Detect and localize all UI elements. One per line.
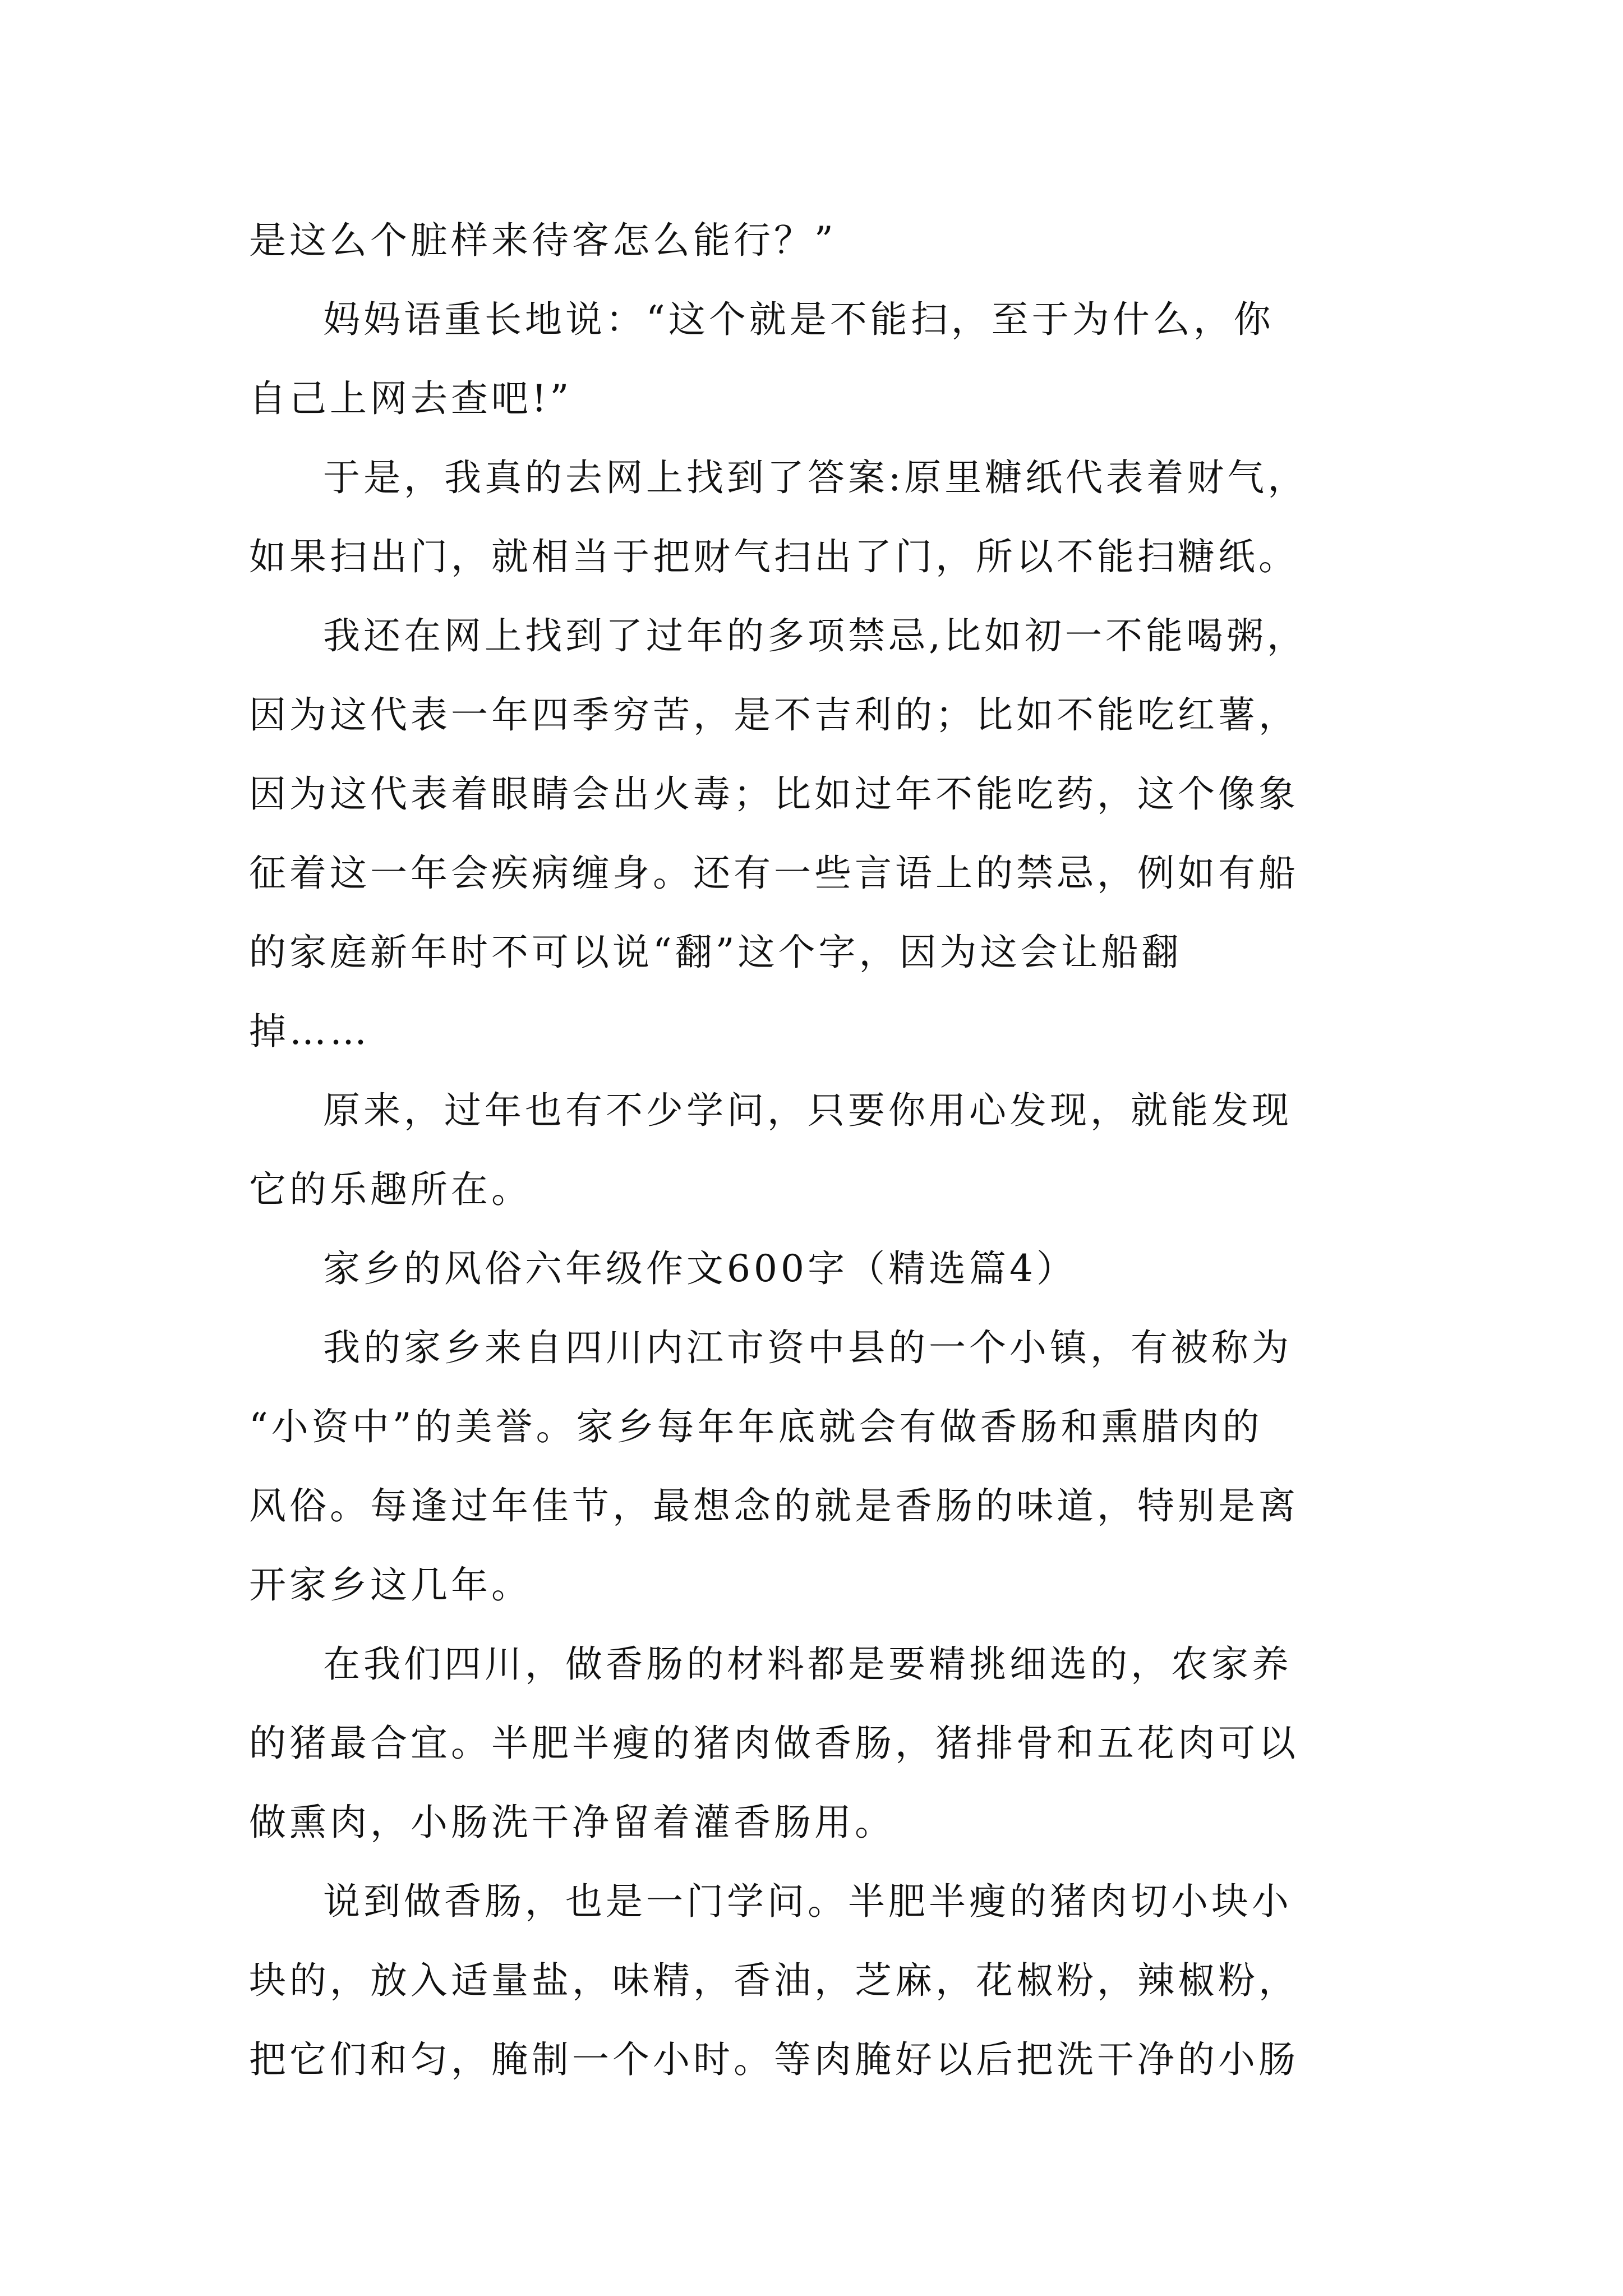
- text-line: 是这么个脏样来待客怎么能行？”: [249, 219, 837, 262]
- paragraph: [249, 280, 1382, 438]
- text-line: 妈妈语重长地说：“这个就是不能扫，至于为什么，你: [323, 298, 1274, 341]
- text-line: 在我们四川，做香肠的材料都是要精挑细选的，农家养: [323, 1642, 1292, 1686]
- text-line: 它的乐趣所在。: [249, 1168, 532, 1211]
- text-line: “小资中”的美誉。家乡每年年底就会有做香肠和熏腊肉的: [249, 1405, 1263, 1448]
- text-line: 原来，过年也有不少学问，只要你用心发现，就能发现: [323, 1089, 1292, 1132]
- text-line: 说到做香肠，也是一门学问。半肥半瘦的猪肉切小块小: [323, 1880, 1292, 1923]
- text-line: 的家庭新年时不可以说“翻”这个字，因为这会让船翻: [249, 931, 1182, 974]
- text-line: 块的，放入适量盐，味精，香油，芝麻，花椒粉，辣椒粉，: [249, 1959, 1299, 2002]
- text-line: 做熏肉，小肠洗干净留着灌香肠用。: [249, 1801, 895, 1844]
- text-line: 的猪最合宜。半肥半瘦的猪肉做香肠，猪排骨和五花肉可以: [249, 1722, 1299, 1765]
- text-line: 风俗。每逢过年佳节，最想念的就是香肠的味道，特别是离: [249, 1484, 1299, 1527]
- text-line: 把它们和匀，腌制一个小时。等肉腌好以后把洗干净的小肠: [249, 2038, 1299, 2081]
- heading-text: 家乡的风俗六年级作文600字（精选篇4）: [323, 1247, 1077, 1290]
- text-line: 征着这一年会疾病缠身。还有一些言语上的禁忌，例如有船: [249, 852, 1299, 895]
- text-line: 我还在网上找到了过年的多项禁忌,比如初一不能喝粥，: [323, 614, 1307, 657]
- paragraph: [249, 1625, 1382, 1862]
- text-line: 我的家乡来自四川内江市资中县的一个小镇，有被称为: [323, 1326, 1292, 1369]
- document-body: [249, 201, 1382, 2099]
- paragraph: [249, 201, 1382, 280]
- paragraph: [249, 596, 1382, 1071]
- text-line: 因为这代表着眼睛会出火毒；比如过年不能吃药，这个像象: [249, 772, 1299, 816]
- section-heading: [249, 1229, 1382, 1308]
- text-line: 因为这代表一年四季穷苦，是不吉利的；比如不能吃红薯，: [249, 693, 1299, 737]
- paragraph: [249, 1862, 1382, 2099]
- text-line: 如果扫出门，就相当于把财气扫出了门，所以不能扫糖纸。: [249, 535, 1299, 578]
- paragraph: [249, 1308, 1382, 1625]
- paragraph: [249, 1071, 1382, 1229]
- text-line: 自己上网去查吧!”: [249, 377, 573, 420]
- text-line: 开家乡这几年。: [249, 1563, 532, 1607]
- paragraph: [249, 438, 1382, 596]
- text-line: 于是，我真的去网上找到了答案:原里糖纸代表着财气，: [323, 456, 1308, 499]
- text-line: 掉……: [249, 1010, 370, 1053]
